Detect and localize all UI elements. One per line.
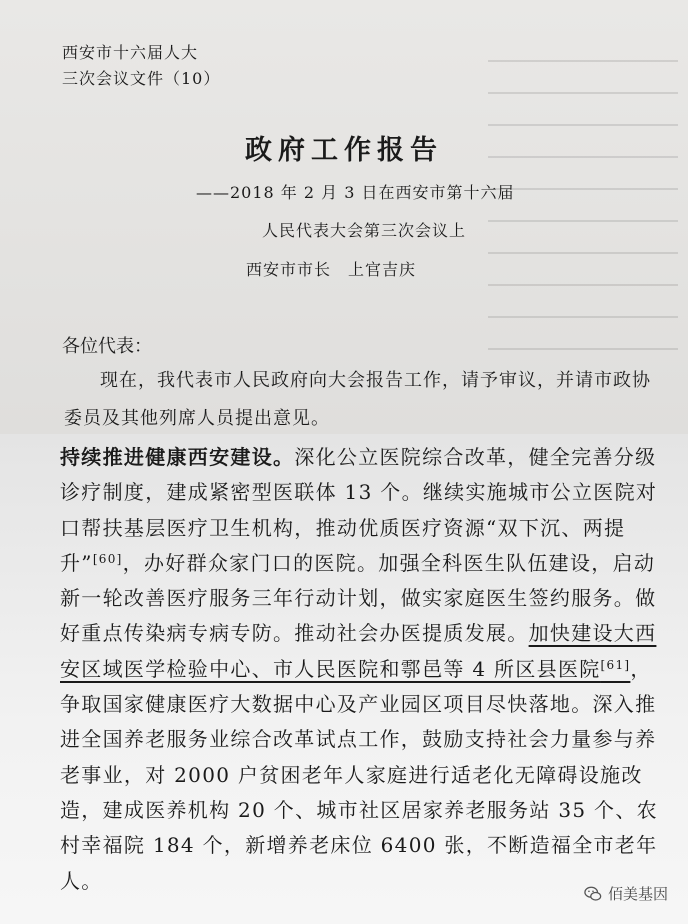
page-top-sheet bbox=[0, 0, 688, 434]
reference-60: [60] bbox=[92, 551, 123, 566]
section-paragraph bbox=[60, 440, 660, 899]
section-lead: 持续推进健康西安建设。 bbox=[60, 445, 295, 469]
subtitle-line-1: ——2018 年 2 月 3 日在西安市第十六届 bbox=[196, 183, 515, 202]
header-line-2: 三次会议文件（10） bbox=[62, 69, 221, 88]
subtitle-line-2: 人民代表大会第三次会议上 bbox=[262, 221, 467, 240]
greeting: 各位代表： bbox=[62, 336, 152, 357]
section-text-1: 深化公立医院综合改革，健全完善分级诊疗制度，建成紧密型医联体 13 个。继续实施城市公立医院对口帮扶基层医疗卫生机构，推动优质医疗资源“双下沉、两提升” bbox=[60, 445, 658, 575]
wechat-icon bbox=[584, 885, 602, 903]
document-header bbox=[62, 40, 220, 92]
underlined-phrase: 加快建设大西安区域医学检验中心、市人民医院和鄠邑等 4 所区县医院 bbox=[60, 621, 657, 681]
section-text-2: ，办好群众家门口的医院。加强全科医生队伍建设，启动新一轮改善医疗服务三年行动计划，做实家庭医生签约服务。做好重点传染病专病专防。推动社会办医提质发展。 bbox=[60, 550, 657, 646]
author-line: 西安市市长 上官吉庆 bbox=[246, 260, 417, 279]
section-text-3: ，争取国家健康医疗大数据中心及产业园区项目尽快落地。深入推进全国养老服务业综合改革试点工作，鼓励支持社会力量参与养老事业，对 2000 户贫困老年人家庭进行适老化无障碍设施改造，建成医养机构 20 个、城市社区居家养老服务站 35 个、农村幸福院 184 个，新增养老床位 6400 张，不断造福全市老年人。 bbox=[60, 656, 658, 893]
document-title: 政府工作报告 bbox=[245, 135, 443, 166]
intro-paragraph: 现在，我代表市人民政府向大会报告工作，请予审议，并请市政协委员及其他列席人员提出意见。 bbox=[64, 370, 651, 429]
header-line-1: 西安市十六届人大 bbox=[62, 43, 199, 62]
watermark bbox=[584, 883, 668, 904]
reference-61: [61] bbox=[600, 657, 631, 672]
watermark-text: 佰美基因 bbox=[607, 885, 668, 903]
